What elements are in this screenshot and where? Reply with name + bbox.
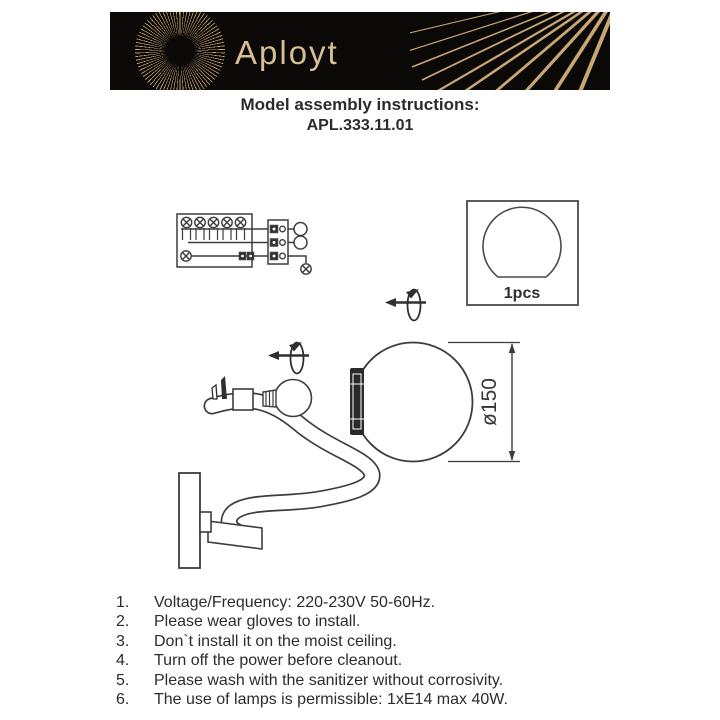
terminal-block	[268, 220, 288, 264]
parts-count-label: 1pcs	[503, 285, 541, 302]
screw-rotation-icon-lower	[268, 342, 309, 374]
instructions-list	[116, 593, 636, 709]
item-number: 3.	[116, 632, 130, 650]
item-text: Turn off the power before cleanout.	[154, 652, 403, 670]
item-number: 5.	[116, 671, 130, 689]
list-item	[116, 593, 636, 612]
page-title: Model assembly instructions:	[240, 95, 480, 114]
wall-mount-plate	[179, 473, 200, 568]
item-text: The use of lamps is permissible: 1xE14 max 40W.	[154, 691, 508, 709]
item-text: Voltage/Frequency: 220-230V 50-60Hz.	[154, 594, 436, 611]
terminal-clip	[212, 385, 217, 399]
item-text: Please wash with the sanitizer without corrosivity.	[154, 671, 504, 689]
list-item	[116, 651, 636, 670]
item-number: 2.	[116, 613, 130, 631]
item-number: 6.	[116, 691, 130, 709]
model-number: APL.333.11.01	[306, 117, 414, 134]
mount-stub	[200, 512, 211, 532]
terminal-pin	[221, 376, 227, 399]
item-text: Please wear gloves to install.	[154, 613, 361, 631]
socket-box	[233, 389, 253, 410]
list-item	[116, 632, 636, 651]
band-end-face	[208, 521, 262, 549]
list-item	[116, 671, 636, 690]
item-text: Don`t install it on the moist ceiling.	[154, 632, 397, 650]
sphere-mount	[350, 368, 364, 435]
list-item	[116, 690, 636, 709]
brand-wordmark: Aployt	[235, 34, 339, 71]
item-number: 1.	[116, 594, 130, 611]
parts-box	[467, 201, 578, 305]
lamp-assembly-drawing	[179, 376, 372, 568]
wiring-diagram	[177, 214, 311, 274]
list-item	[116, 612, 636, 631]
screw-rotation-icon-upper	[385, 289, 426, 321]
dimension-label: ø150	[478, 378, 501, 426]
item-number: 4.	[116, 652, 130, 670]
sphere-drawing	[350, 343, 473, 462]
